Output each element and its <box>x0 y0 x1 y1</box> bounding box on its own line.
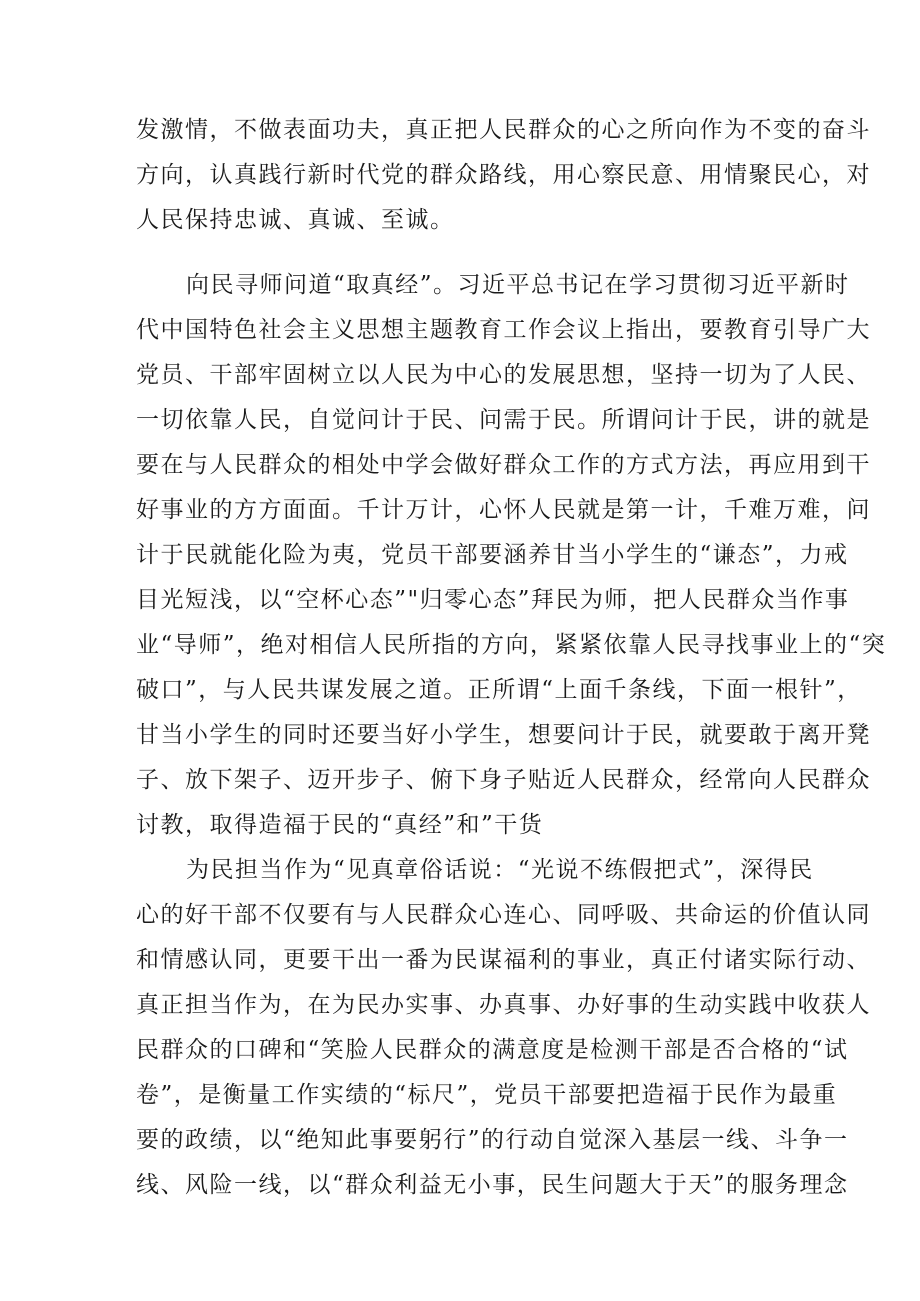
text-line: 和情感认同，更要干出一番为民谋福利的事业，真正付诸实际行动、 <box>136 947 871 973</box>
text-line: 好事业的方方面面。千计万计，心怀人民就是第一计，千难万难，问 <box>136 497 871 523</box>
text-line: 人民保持忠诚、真诚、至诚。 <box>136 207 455 233</box>
text-line: 代中国特色社会主义思想主题教育工作会议上指出，要教育引导广大 <box>136 317 871 343</box>
text-line: 真正担当作为，在为民办实事、办真事、办好事的生动实践中收获人 <box>136 992 871 1018</box>
text-line: 业“导师”，绝对相信人民所指的方向，紧紧依靠人民寻找事业上的“突 <box>136 632 887 658</box>
text-line: 卷”，是衡量工作实绩的“标尺”，党员干部要把造福于民作为最重 <box>136 1082 838 1108</box>
text-line: 一切依靠人民，自觉问计于民、问需于民。所谓问计于民，讲的就是 <box>136 407 871 433</box>
text-line: 子、放下架子、迈开步子、俯下身子贴近人民群众，经常向人民群众 <box>136 767 871 793</box>
text-line: 要在与人民群众的相处中学会做好群众工作的方式方法，再应用到干 <box>136 452 871 478</box>
text-line: 要的政绩，以“绝知此事要躬行”的行动自觉深入基层一线、斗争一 <box>136 1127 849 1153</box>
text-line: 计于民就能化险为夷，党员干部要涵养甘当小学生的“谦态”，力戒 <box>136 542 849 568</box>
text-line: 民群众的口碑和“笑脸人民群众的满意度是检测干部是否合格的“试 <box>136 1037 849 1063</box>
text-line: 发激情，不做表面功夫，真正把人民群众的心之所向作为不变的奋斗 <box>136 117 871 143</box>
text-line: 破口”，与人民共谋发展之道。正所谓“上面千条线，下面一根针”， <box>136 677 862 703</box>
text-line: 目光短浅，以“空杯心态”"归零心态”拜民为师，把人民群众当作事 <box>136 587 850 613</box>
text-line: 心的好干部不仅要有与人民群众心连心、同呼吸、共命运的价值认同 <box>136 902 871 928</box>
paragraph-start-line: 向民寻师问道“取真经”。习近平总书记在学习贯彻习近平新时 <box>186 272 850 298</box>
text-line: 甘当小学生的同时还要当好小学生，想要问计于民，就要敢于离开凳 <box>136 722 871 748</box>
text-line: 线、风险一线，以“群众利益无小事，民生问题大于天”的服务理念 <box>136 1172 849 1198</box>
text-line: 党员、干部牢固树立以人民为中心的发展思想，坚持一切为了人民、 <box>136 362 871 388</box>
text-line: 讨教，取得造福于民的“真经”和”干货 <box>136 812 544 838</box>
text-line: 方向，认真践行新时代党的群众路线，用心察民意、用情聚民心，对 <box>136 162 871 188</box>
paragraph-start-line: 为民担当作为“见真章俗话说：“光说不练假把式”，深得民 <box>186 857 814 883</box>
